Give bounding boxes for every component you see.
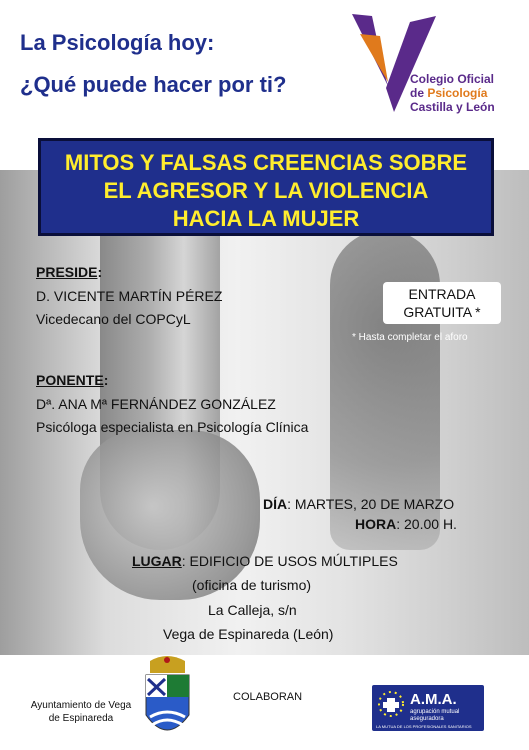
entrada-line-2: GRATUITA * <box>403 304 481 320</box>
ama-subtitle: agrupación mutual aseguradora <box>410 709 460 722</box>
title-line-2: EL AGRESOR Y LA VIOLENCIA <box>103 178 429 203</box>
lugar-line-2: (oficina de turismo) <box>192 577 312 593</box>
preside-name: D. VICENTE MARTÍN PÉREZ <box>36 288 223 304</box>
header <box>0 0 529 140</box>
hora-line: HORA: 20.00 H. <box>355 516 457 532</box>
preside-label: PRESIDE: <box>36 264 103 280</box>
ama-logo <box>372 685 484 731</box>
aforo-note: * Hasta completar el aforo <box>352 332 468 343</box>
lugar-line: LUGAR: EDIFICIO DE USOS MÚLTIPLES <box>132 553 398 569</box>
lugar-line-4: Vega de Espinareda (León) <box>163 626 334 642</box>
ayuntamiento-shield-icon <box>140 655 195 745</box>
logo-line-3: Castilla y León <box>410 100 495 114</box>
colegio-psicologia-logo <box>350 12 520 124</box>
ayuntamiento-text: Ayuntamiento de Vega de Espinareda <box>30 700 132 724</box>
fist-shape <box>80 430 260 600</box>
logo-text <box>410 72 525 114</box>
headline-line-2: ¿Qué puede hacer por ti? <box>20 72 287 97</box>
ama-stars-icon <box>376 689 406 719</box>
ponente-role: Psicóloga especialista en Psicología Clínica <box>36 419 309 435</box>
colaboran-label: COLABORAN <box>233 691 303 703</box>
ama-name: A.M.A. <box>410 691 457 708</box>
entrada-line-1: ENTRADA <box>408 286 476 302</box>
title-line-1: MITOS Y FALSAS CREENCIAS SOBRE <box>64 150 468 175</box>
logo-line-2: de Psicología <box>410 86 488 100</box>
ponente-name: Dª. ANA Mª FERNÁNDEZ GONZÁLEZ <box>36 396 276 412</box>
ama-bottom-text: LA MUTUA DE LOS PROFESIONALES SANITARIOS <box>376 724 472 729</box>
dia-line: DÍA: MARTES, 20 DE MARZO <box>263 496 455 512</box>
ponente-label: PONENTE: <box>36 372 109 388</box>
event-title <box>38 138 494 236</box>
preside-role: Vicedecano del COPCyL <box>36 311 191 327</box>
headline-line-1: La Psicología hoy: <box>20 30 215 55</box>
logo-line-1: Colegio Oficial <box>410 72 495 86</box>
title-line-3: HACIA LA MUJER <box>172 206 360 231</box>
entrada-badge <box>383 282 501 324</box>
footer <box>0 655 529 750</box>
lugar-line-3: La Calleja, s/n <box>208 602 297 618</box>
